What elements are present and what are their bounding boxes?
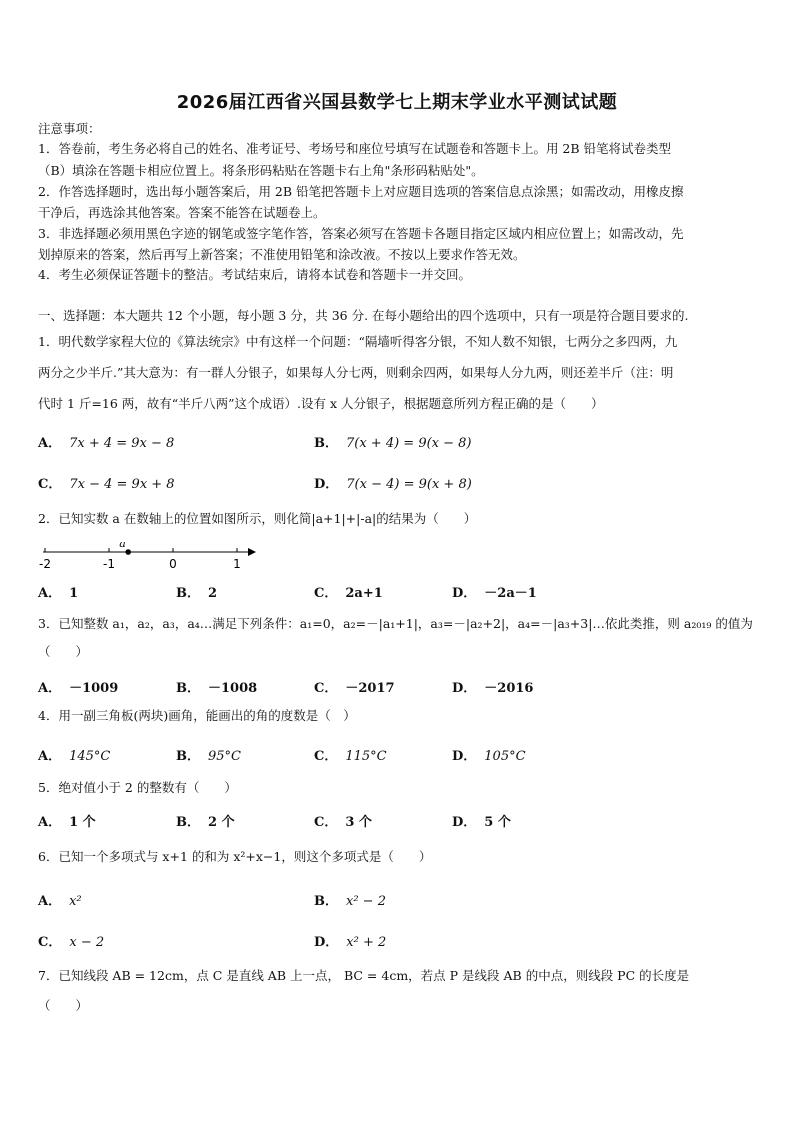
point-a-label: a <box>119 542 126 550</box>
number-line-arrow <box>248 548 256 556</box>
option-label: D． <box>452 681 477 696</box>
option-text: 7x + 4 = 9x − 8 <box>69 436 175 451</box>
option-label: B． <box>176 815 200 830</box>
option-text: x² − 2 <box>346 894 386 909</box>
notice-line: （B）填涂在答题卡相应位置上。将条形码粘贴在答题卡右上角"条形码粘贴处"。 <box>38 163 484 178</box>
option-label: A． <box>38 436 62 451</box>
option-label: C． <box>38 477 62 492</box>
q1-option-d[interactable] <box>314 473 472 492</box>
option-label: C． <box>314 586 338 601</box>
q4-option-d[interactable] <box>452 745 526 764</box>
notice-heading: 注意事项： <box>38 121 101 136</box>
option-label: A． <box>38 749 62 764</box>
q4-option-c[interactable] <box>314 745 387 764</box>
question-2-text: 2．已知实数 a 在数轴上的位置如图所示，则化简|a+1|+|-a|的结果为（ ） <box>38 511 477 526</box>
notice-line: 2．作答选择题时，选出每小题答案后，用 2B 铅笔把答题卡上对应题目选项的答案信息点涂黑；如需改动，用橡皮擦 <box>38 184 684 199</box>
option-text: 105°C <box>484 749 526 764</box>
option-label: B． <box>176 586 200 601</box>
q6-option-c[interactable] <box>38 931 104 950</box>
option-label: D． <box>452 815 477 830</box>
option-text: －2016 <box>484 681 534 696</box>
option-label: D． <box>452 586 477 601</box>
q2-option-a[interactable] <box>38 582 78 601</box>
q5-option-c[interactable] <box>314 811 372 830</box>
question-7-text-cont: （ ） <box>38 998 89 1013</box>
option-label: A． <box>38 894 62 909</box>
q3-option-b[interactable] <box>176 677 257 696</box>
question-5-text: 5．绝对值小于 2 的整数有（ ） <box>38 780 237 795</box>
option-text: x² <box>69 894 82 909</box>
option-text: 5 个 <box>484 815 511 830</box>
option-text: －2a－1 <box>484 586 537 601</box>
q2-option-c[interactable] <box>314 582 383 601</box>
option-text: 95°C <box>208 749 241 764</box>
question-6-text: 6．已知一个多项式与 x+1 的和为 x²+x−1，则这个多项式是（ ） <box>38 849 432 864</box>
option-text: 7(x + 4) = 9(x − 8) <box>346 436 472 451</box>
point-a-marker <box>125 549 131 555</box>
q1-option-a[interactable] <box>38 432 174 451</box>
section-heading: 一、选择题：本大题共 12 个小题，每小题 3 分，共 36 分. 在每小题给出的四个选项中，只有一项是符合题目要求的. <box>38 308 689 323</box>
option-label: B． <box>176 681 200 696</box>
question-3-text-cont: （ ） <box>38 644 89 659</box>
q5-option-b[interactable] <box>176 811 235 830</box>
option-text: x − 2 <box>69 935 105 950</box>
q3-option-d[interactable] <box>452 677 533 696</box>
q4-option-b[interactable] <box>176 745 241 764</box>
question-7-text: 7．已知线段 AB = 12cm，点 C 是直线 AB 上一点， BC = 4cm，若点 P 是线段 AB 的中点，则线段 PC 的长度是 <box>38 968 690 983</box>
q1-option-b[interactable] <box>314 432 472 451</box>
q3-option-a[interactable] <box>38 677 118 696</box>
option-text: 115°C <box>345 749 387 764</box>
option-label: A． <box>38 586 62 601</box>
question-3-text: 3．已知整数 a₁，a₂，a₃，a₄…满足下列条件：a₁=0，a₂=－|a₁+1|，a₃=－|a₂+2|，a₄=－|a₃+3|…依此类推，则 a₂₀₁₉ 的值为 <box>38 616 753 631</box>
option-label: C． <box>314 749 338 764</box>
option-text: 1 个 <box>69 815 96 830</box>
option-text: －1008 <box>208 681 258 696</box>
option-label: B． <box>176 749 200 764</box>
option-text: x² + 2 <box>346 935 387 950</box>
notice-line: 4．考生必须保证答题卡的整洁。考试结束后，请将本试卷和答题卡一并交回。 <box>38 267 471 282</box>
option-label: B． <box>314 436 338 451</box>
option-label: D． <box>314 477 339 492</box>
number-line-tick-label: -2 <box>39 557 51 571</box>
option-label: B． <box>314 894 338 909</box>
question-1-line: 代时 1 斤=16 两，故有“半斤八两”这个成语）.设有 x 人分银子，根据题意所列方程正确的是（ ） <box>38 396 604 411</box>
question-1-line: 两分之少半斤.”其大意为：有一群人分银子，如果每人分七两，则剩余四两，如果每人分九两，则还差半斤（注：明 <box>38 365 674 380</box>
option-text: 3 个 <box>345 815 372 830</box>
option-text: 1 <box>69 586 79 601</box>
option-text: 2 个 <box>208 815 235 830</box>
q6-option-a[interactable] <box>38 890 82 909</box>
number-line-tick-label: 0 <box>169 557 177 571</box>
q5-option-a[interactable] <box>38 811 96 830</box>
option-label: D． <box>452 749 477 764</box>
option-text: 2 <box>208 586 218 601</box>
option-label: D． <box>314 935 339 950</box>
option-text: 2a+1 <box>345 586 383 601</box>
notice-line: 干净后，再选涂其他答案。答案不能答在试题卷上。 <box>38 205 326 220</box>
question-4-text: 4．用一副三角板(两块)画角，能画出的角的度数是（ ） <box>38 708 356 723</box>
number-line-tick-label: 1 <box>233 557 241 571</box>
option-label: C． <box>314 681 338 696</box>
q4-option-a[interactable] <box>38 745 110 764</box>
option-text: 7x − 4 = 9x + 8 <box>69 477 175 492</box>
notice-line: 1．答卷前，考生务必将自己的姓名、准考证号、考场号和座位号填写在试题卷和答题卡上。用 2B 铅笔将试卷类型 <box>38 141 672 156</box>
page-title: 2026届江西省兴国县数学七上期末学业水平测试试题 <box>176 92 618 113</box>
q3-option-c[interactable] <box>314 677 395 696</box>
q2-option-d[interactable] <box>452 582 537 601</box>
q5-option-d[interactable] <box>452 811 511 830</box>
q6-option-d[interactable] <box>314 931 386 950</box>
number-line-figure <box>38 542 268 572</box>
option-label: C． <box>314 815 338 830</box>
question-1-line: 1．明代数学家程大位的《算法统宗》中有这样一个问题：“隔墙听得客分银，不知人数不知银，七两分之多四两，九 <box>38 334 678 349</box>
option-text: －1009 <box>69 681 119 696</box>
option-label: A． <box>38 815 62 830</box>
q2-option-b[interactable] <box>176 582 217 601</box>
option-text: －2017 <box>345 681 395 696</box>
q6-option-b[interactable] <box>314 890 386 909</box>
number-line-tick-label: -1 <box>103 557 115 571</box>
option-text: 7(x − 4) = 9(x + 8) <box>346 477 472 492</box>
notice-line: 划掉原来的答案，然后再写上新答案；不准使用铅笔和涂改液。不按以上要求作答无效。 <box>38 247 526 262</box>
option-label: A． <box>38 681 62 696</box>
notice-line: 3．非选择题必须用黑色字迹的钢笔或签字笔作答，答案必须写在答题卡各题目指定区域内相应位置上；如需改动，先 <box>38 226 684 241</box>
q1-option-c[interactable] <box>38 473 175 492</box>
option-text: 145°C <box>69 749 111 764</box>
option-label: C． <box>38 935 62 950</box>
